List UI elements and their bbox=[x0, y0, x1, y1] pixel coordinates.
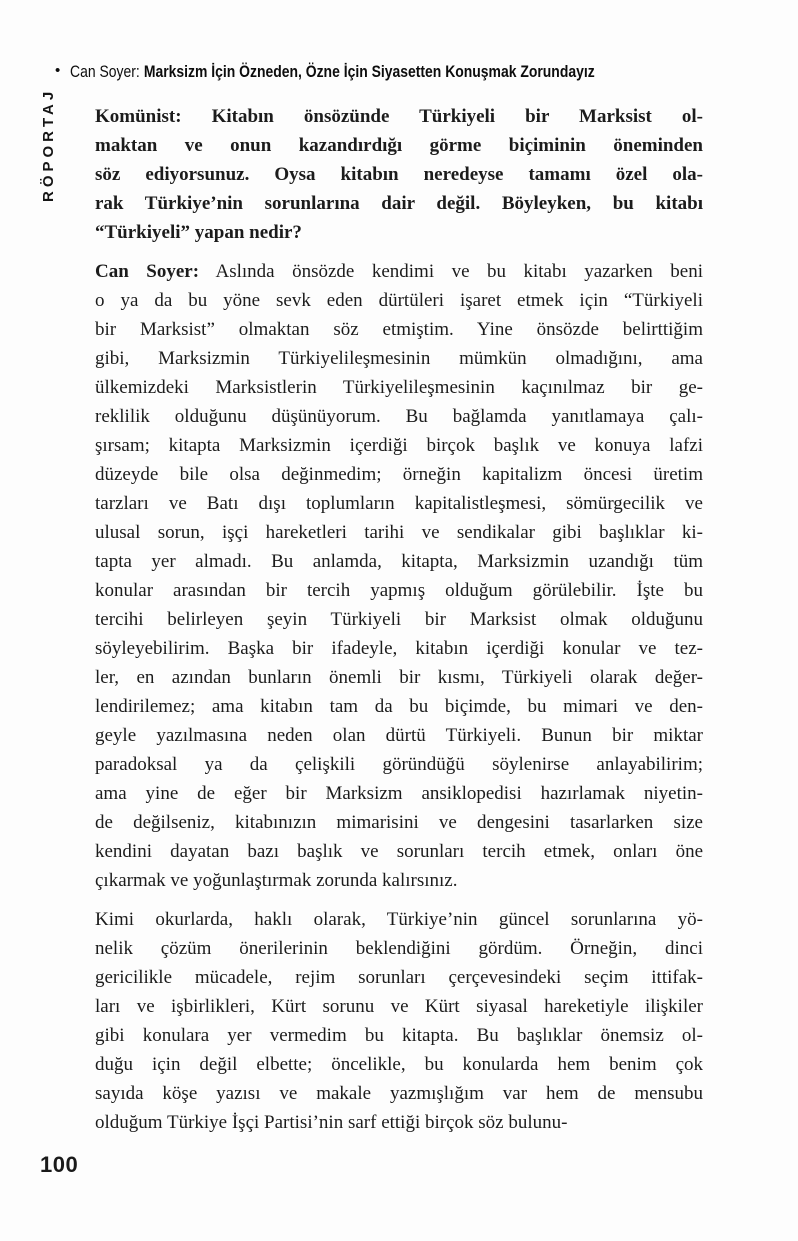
text-line: gericilikle mücadele, rejim sorunları çerçevesindeki seçim ittifak- bbox=[95, 967, 703, 988]
text-line: ama yine de eğer bir Marksizm ansiklopedisi hazırlamak niyetin- bbox=[95, 783, 703, 804]
text-line: tarzları ve Batı dışı toplumların kapitalistleşmesi, sömürgecilik ve bbox=[95, 493, 703, 514]
text-line: maktan ve onun kazandırdığı görme biçiminin öneminden bbox=[95, 135, 703, 156]
paragraph bbox=[95, 257, 703, 895]
page-number: 100 bbox=[40, 1152, 79, 1177]
text-line: “Türkiyeli” yapan nedir? bbox=[95, 222, 302, 243]
text-line: geyle yazılmasına neden olan dürtü Türkiyeli. Bunun bir miktar bbox=[95, 725, 703, 746]
text-line: nelik çözüm önerilerinin beklendiğini gördüm. Örneğin, dinci bbox=[95, 938, 703, 959]
text-line: Komünist: Kitabın önsözünde Türkiyeli bir Marksist ol- bbox=[95, 106, 703, 127]
text-line: rak Türkiye’nin sorunlarına dair değil. Böyleyken, bu kitabı bbox=[95, 193, 703, 214]
text-line: paradoksal ya da çelişkili göründüğü söylenirse anlayabilirim; bbox=[95, 754, 703, 775]
text-line: lendirilemez; ama kitabın tam da bu biçimde, bu mimari ve den- bbox=[95, 696, 703, 717]
text-line: ler, en azından bunların önemli bir kısmı, Türkiyeli olarak değer- bbox=[95, 667, 703, 688]
running-header bbox=[55, 60, 710, 83]
text-line: olduğum Türkiye İşçi Partisi’nin sarf ettiği birçok söz bulunu- bbox=[95, 1112, 568, 1133]
text-line: ulusal sorun, işçi hareketleri tarihi ve sendikalar gibi başlıklar ki- bbox=[95, 522, 703, 543]
text-line: şırsam; kitapta Marksizmin içerdiği birçok başlık ve konuya lafzi bbox=[95, 435, 703, 456]
text-line: gibi konulara yer vermedim bu kitapta. Bu başlıklar önemsiz ol- bbox=[95, 1025, 703, 1046]
paragraph bbox=[95, 905, 703, 1137]
text-line: tapta yer almadı. Bu anlamda, kitapta, Marksizmin uzandığı tüm bbox=[95, 551, 703, 572]
text-line: de değilseniz, kitabınızın mimarisini ve dengesini tasarlarken size bbox=[95, 812, 703, 833]
text-line: düzeyde bile olsa değinmedim; örneğin kapitalizm öncesi üretim bbox=[95, 464, 703, 485]
text-line: duğu için değil elbette; öncelikle, bu konularda hem benim çok bbox=[95, 1054, 703, 1075]
header-title: Marksizm İçin Özneden, Özne İçin Siyasetten Konuşmak Zorundayız bbox=[144, 62, 595, 81]
text-line: Can Soyer: Aslında önsözde kendimi ve bu kitabı yazarken beni bbox=[95, 261, 703, 282]
text-line: ülkemizdeki Marksistlerin Türkiyelileşmesinin kaçınılmaz bir ge- bbox=[95, 377, 703, 398]
bullet-icon: • bbox=[55, 62, 61, 79]
paragraph bbox=[95, 102, 703, 247]
text-line: kendini dayatan bazı başlık ve sorunları tercih etmek, onları öne bbox=[95, 841, 703, 862]
header-author: Can Soyer: bbox=[70, 62, 141, 81]
text-line: çıkarmak ve yoğunlaştırmak zorunda kalırsınız. bbox=[95, 870, 458, 891]
text-line: Kimi okurlarda, haklı olarak, Türkiye’nin güncel sorunlarına yö- bbox=[95, 909, 703, 930]
text-line: tercihi belirleyen şeyin Türkiyeli bir Marksist olmak olduğunu bbox=[95, 609, 703, 630]
text-line: söyleyebilirim. Başka bir ifadeyle, kitabın içerdiği konular ve tez- bbox=[95, 638, 703, 659]
text-line: sayıda köşe yazısı ve makale yazmışlığım var hem de mensubu bbox=[95, 1083, 703, 1104]
text-line: ları ve işbirlikleri, Kürt sorunu ve Kürt siyasal hareketiyle ilişkiler bbox=[95, 996, 703, 1017]
text-line: gibi, Marksizmin Türkiyelileşmesinin mümkün olmadığını, ama bbox=[95, 348, 703, 369]
text-line: söz ediyorsunuz. Oysa kitabın neredeyse tamamı özel ola- bbox=[95, 164, 703, 185]
text-line: reklilik olduğunu düşünüyorum. Bu bağlamda yanıtlamaya çalı- bbox=[95, 406, 703, 427]
article-body bbox=[95, 102, 703, 1147]
text-line: bir Marksist” olmaktan söz etmiştim. Yine önsözde belirttiğim bbox=[95, 319, 703, 340]
text-line: o ya da bu yöne sevk eden dürtüleri işaret etmek için “Türkiyeli bbox=[95, 290, 703, 311]
text-line: konular arasından bir tercih yapmış olduğum görülebilir. İşte bu bbox=[95, 580, 703, 601]
section-label-roportaj: RÖPORTAJ bbox=[40, 87, 57, 202]
speaker-name: Can Soyer: bbox=[95, 261, 200, 282]
